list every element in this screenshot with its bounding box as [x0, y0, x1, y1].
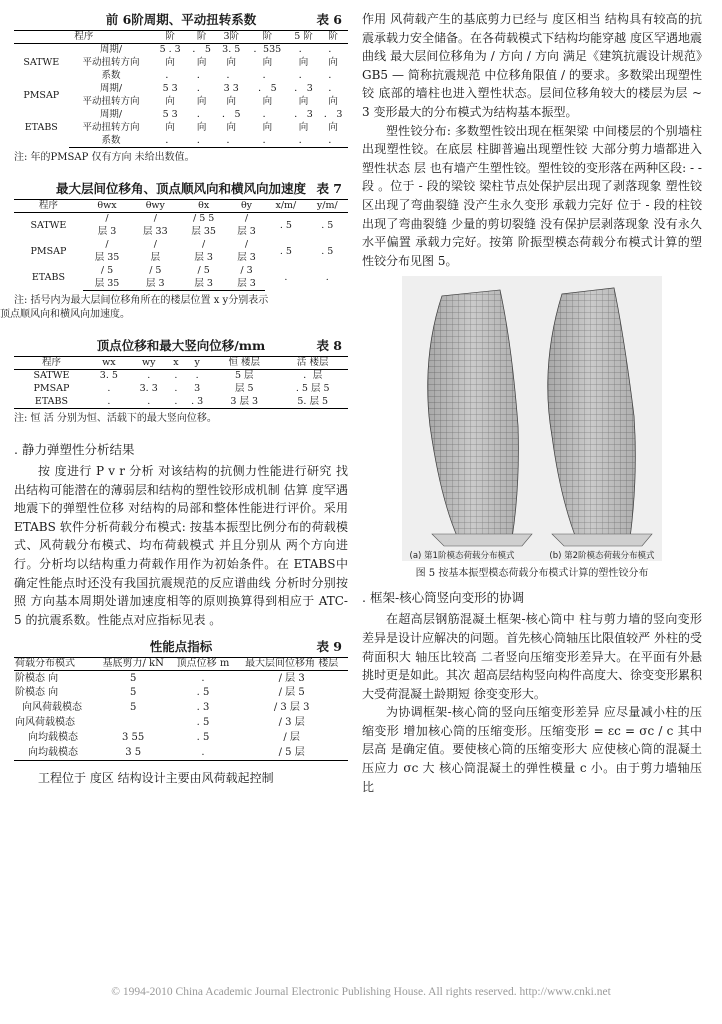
table-cell: 层 3	[97, 226, 117, 237]
copyright-footer: © 1994-2010 China Academic Journal Electronic Publishing House. All rights reserved. http://www.cnki.net	[111, 986, 611, 998]
table-cell: .	[201, 672, 205, 684]
table-cell: 3. 5	[222, 44, 241, 56]
table6-title: 前 6阶周期、平动扭转系数	[105, 12, 257, 27]
table-row	[14, 716, 348, 731]
table-row	[14, 239, 348, 252]
table-cell: ．	[298, 70, 309, 81]
table7-note-line1: 注: 括号内为最大层间位移角所在的楼层位置 x y分别表示	[14, 295, 269, 306]
table-cell: .	[169, 396, 184, 409]
table6-header: 阶	[153, 31, 186, 44]
table-cell: . 5	[196, 687, 210, 699]
table-cell: 向	[196, 122, 207, 133]
table7-header: θwx	[83, 200, 131, 213]
table-cell: ．	[165, 70, 175, 81]
table-cell: ．	[298, 44, 309, 56]
body-paragraph: 按 度进行 P v r 分析 对该结构的抗侧力性能进行研究 找出结构可能潜在的薄弱层和结构的塑性铰形成机制 估算 度罕遇地震下的弹塑性位移 对结构的局部和整体性能进行评价。采用 ETABS 软件分析荷载分布模式: 按基本振型比例分布的荷载模式、风荷载分布模式、均布荷载模式 并且分别从 两个方向进行。分析均以结构重力荷载作用作为初始条件。在 ETABS中 确定性能点时还没有我国抗震规范的反应谱曲线 分析时分别按照 方向基本周期处谱加速度相等的原则换算得到相应于 ATC- 5 的抗震系数。性能点对应指标见表 。	[14, 464, 348, 627]
table-cell: / 5 层	[235, 746, 348, 761]
table-cell: / 3 层 3	[273, 702, 310, 714]
table-cell: / 5	[197, 265, 210, 276]
table6-header: 阶	[318, 31, 348, 44]
table-cell: .	[129, 396, 169, 409]
table-cell: /	[153, 239, 157, 250]
table-cell: ．	[196, 83, 207, 94]
table8-header: y	[183, 357, 211, 370]
table-cell: 5 3	[162, 83, 178, 94]
table-cell: ．	[196, 109, 207, 120]
table-cell: .	[195, 370, 199, 382]
table-cell: /	[244, 213, 249, 225]
structure-figure	[362, 276, 702, 566]
table-cell: 向	[298, 57, 309, 68]
table-cell: 层 33	[143, 226, 168, 237]
table-cell: 层 35	[83, 278, 131, 291]
table8-header: wx	[89, 357, 129, 370]
table-cell: ． 5	[192, 44, 211, 56]
body-paragraph: 为协调框架-核心筒的竖向压缩变形差异 应尽量减小柱的压缩变形 增加核心筒的压缩变形。压缩变形 = εc = σc / c 其中层高 是确定值。要使核心筒的压缩变形大 应使核心筒的混凝土压应力 σc 大 核心筒混凝土的弹性模量 c 小。由于剪力墙轴压比	[362, 705, 702, 794]
table-cell: 向	[226, 57, 236, 68]
table-cell: 向	[328, 57, 338, 68]
table6-program: SATWE	[23, 57, 60, 69]
table-row	[14, 671, 348, 686]
table6-header: 程序	[14, 31, 153, 44]
table-cell: /	[153, 213, 157, 225]
table-cell: 平动扭转方向	[82, 122, 140, 133]
table-cell: . 5	[279, 219, 292, 231]
table9-header: 顶点位移 m	[171, 658, 236, 671]
table-cell: . 5	[196, 717, 210, 729]
table-cell: 3 层 3	[211, 396, 277, 409]
table-cell: 层 35	[191, 226, 216, 237]
table-cell: .	[174, 383, 178, 394]
table-cell: / 层 5	[278, 687, 305, 699]
table7-note	[0, 294, 348, 322]
table-cell: / 层 3	[278, 672, 305, 684]
table-cell: 阶模态 向	[15, 672, 59, 684]
table-cell: 5	[129, 702, 137, 714]
table-cell: .	[325, 271, 329, 283]
table-row	[14, 213, 348, 226]
table-cell: ．	[216, 135, 246, 148]
table-cell: 向风荷载模态	[15, 717, 75, 729]
table-cell: ．	[226, 70, 236, 81]
table-cell: .	[89, 396, 129, 409]
table-cell: 周期/	[99, 109, 123, 120]
table-row	[14, 265, 348, 278]
table-cell: ETABS	[14, 396, 89, 409]
table7-note-line2: 顶点顺风向和横风向加速度。	[0, 309, 130, 320]
table-cell: / 层	[283, 732, 300, 744]
table-row	[14, 370, 348, 383]
table-row	[14, 83, 348, 96]
table6-header: 3阶	[216, 31, 246, 44]
table-cell: 平动扭转方向	[82, 96, 140, 107]
table7-header: 程序	[14, 200, 83, 213]
table-cell: 层 3	[237, 252, 256, 263]
table8-header: 程序	[14, 357, 89, 370]
table-cell: 3 55	[122, 732, 145, 744]
table-cell: 层	[150, 252, 161, 263]
table-cell: /	[105, 239, 109, 250]
table7-number: 表 7	[316, 181, 342, 196]
table6-program: PMSAP	[23, 89, 60, 101]
table-cell: 3. 5	[99, 370, 118, 382]
table-cell: 向	[165, 96, 175, 107]
figure-caption: 图 5 按基本振型模态荷载分布模式计算的塑性铰分布	[415, 568, 649, 580]
body-paragraph: 作用 风荷载产生的基底剪力已经与 度区相当 结构具有较高的抗震承载力安全储备。在各荷载模式下结构均能穿越 度区罕遇地震曲线 最大层间位移角为 / 方向 / 方向 满足《建筑抗震设计规范》GB5 — 简称抗震规范 中位移角限值 / 的要求。多数梁出现塑性铰 底部的墙柱也进入塑性状态。层间位移角较大的楼层为层 ~ 3 变形最大的分布模式为结构基本振型。	[362, 12, 702, 119]
table-cell: .	[147, 370, 151, 382]
table7-header: θy	[228, 200, 265, 213]
table-cell: 向风荷载模态	[22, 702, 82, 714]
table-cell: ． 3	[294, 109, 313, 120]
table-cell: 5 层	[234, 370, 254, 382]
table-cell: . 5 层 5	[295, 383, 330, 394]
table-cell: / 3	[240, 265, 253, 276]
table-cell: ．	[262, 70, 273, 81]
table-cell: . 3	[196, 702, 210, 714]
table-cell: 向	[262, 96, 273, 107]
table-cell: SATWE	[33, 370, 70, 382]
figure-subcaption-b: (b) 第2阶模态荷载分布模式	[549, 551, 655, 562]
right-column	[362, 10, 702, 796]
table6-program: ETABS	[24, 122, 58, 133]
table-cell: ．	[262, 109, 273, 120]
table-cell: / 3 层	[278, 717, 305, 729]
table-cell: 层 3	[228, 278, 265, 291]
table-cell: ． 5	[221, 109, 241, 120]
table-cell: ． 5	[258, 83, 277, 94]
table-cell: 向均载模态	[14, 746, 96, 761]
table-cell: 层 3	[194, 252, 213, 263]
table6-note: 注: 年的PMSAP 仅有方向 未给出数值。	[14, 152, 195, 163]
table-row	[14, 109, 348, 122]
table-cell: 向	[226, 96, 236, 107]
table-cell: 向	[298, 96, 309, 107]
table9-caption	[14, 637, 348, 657]
table-row	[14, 701, 348, 716]
table-cell: 向	[196, 57, 207, 68]
table-cell: ．	[289, 135, 319, 148]
table-cell: 向	[262, 57, 273, 68]
table9-header: 基底剪力/ kN	[96, 658, 171, 671]
table8-header: x	[169, 357, 184, 370]
table-cell: 平动扭转方向	[82, 57, 140, 68]
table-cell: 向	[196, 96, 207, 107]
table-cell: .	[174, 370, 178, 382]
table-cell: 周期/	[99, 83, 123, 94]
table6-header: 阶	[246, 31, 289, 44]
table6-header: 阶	[187, 31, 217, 44]
table-cell: 系数	[101, 70, 121, 81]
table7-program: SATWE	[30, 219, 67, 231]
table-cell: 向	[298, 122, 309, 133]
table-cell: 系数	[69, 135, 154, 148]
table-row	[14, 686, 348, 701]
table-cell: 向	[328, 96, 338, 107]
table-cell: 3 3	[223, 83, 239, 94]
table8-caption	[14, 336, 348, 356]
table9	[14, 657, 348, 761]
table-row	[14, 746, 348, 761]
table-cell: 向	[165, 122, 175, 133]
table-cell: 向	[165, 57, 175, 68]
table-cell: ． 3	[294, 83, 313, 94]
table7-header: x/m/	[265, 200, 306, 213]
table-cell: 向	[328, 122, 338, 133]
table-cell: 5	[129, 672, 137, 684]
table-row	[14, 731, 348, 746]
table7	[14, 199, 348, 291]
table-cell: 层 3	[179, 278, 227, 291]
table-cell: . 5	[279, 245, 292, 257]
table6-caption	[14, 10, 348, 30]
table8-title: 顶点位移和最大竖向位移/mm	[96, 338, 266, 353]
table-cell: 层 5	[234, 383, 254, 394]
table-cell: 5 3	[162, 109, 178, 120]
table7-program: PMSAP	[30, 245, 67, 257]
table-cell: / 5 5	[192, 213, 215, 225]
table6-number: 表 6	[316, 12, 342, 27]
table7-header: θx	[179, 200, 227, 213]
table9-number: 表 9	[316, 639, 342, 655]
table-cell: 向	[262, 122, 273, 133]
body-paragraph: 工程位于 度区 结构设计主要由风荷载起控制	[38, 771, 274, 786]
table7-header: θwy	[131, 200, 179, 213]
table-cell: 向均载模态	[28, 732, 78, 744]
body-paragraph: 在超高层钢筋混凝土框架-核心筒中 柱与剪力墙的竖向变形差异是设计应解决的问题。首先核心筒轴压比限值较严 外柱的受荷面积大 轴压比较高 二者竖向压缩变形差异大。在平面有外悬挑时更是如此。其次 超高层结构竖向构件高度大、徐变变形累积大受荷混凝土龄期短 徐变变形大。	[362, 612, 702, 701]
table-cell: 3 5	[96, 746, 171, 761]
table-cell: . 5	[321, 219, 334, 231]
table-cell: 3. 3	[139, 383, 158, 394]
table-cell: 5	[129, 687, 137, 699]
table-cell: ．	[328, 70, 338, 81]
table9-title: 性能点指标	[149, 639, 213, 655]
table-cell: 层 3	[237, 226, 256, 237]
table-cell: ．535	[253, 44, 282, 56]
table-cell: .	[171, 746, 236, 761]
table7-program: ETABS	[31, 271, 65, 283]
table-cell: ．	[318, 135, 348, 148]
table7-caption	[14, 179, 348, 199]
table-row	[14, 396, 348, 409]
table-cell: 5 . 3	[159, 44, 181, 56]
table-cell: 阶模态 向	[15, 687, 59, 699]
left-column	[0, 10, 348, 788]
table8-note: 注: 恒 活 分别为恒、活载下的最大竖向位移。	[14, 413, 217, 424]
table-cell: 层 35	[94, 252, 120, 263]
table-cell: ．层	[303, 370, 323, 382]
table9-header: 最大层间位移角 楼层	[235, 658, 348, 671]
table6-header: 5 阶	[289, 31, 319, 44]
figure-5	[362, 276, 702, 566]
table-cell: / 5	[100, 265, 114, 276]
table8-header: 恒 楼层	[211, 357, 277, 370]
table7-title: 最大层间位移角、顶点顺风向和横风向加速度	[55, 181, 306, 196]
table-cell: 向	[226, 122, 236, 133]
figure-subcaption-a: (a) 第1阶模态荷载分布模式	[409, 551, 515, 562]
table-cell: 3	[194, 383, 201, 394]
table-cell: ． 3	[323, 109, 343, 120]
table-cell: 层 3	[131, 278, 179, 291]
table-cell: PMSAP	[33, 383, 70, 394]
table-cell: ．	[328, 83, 338, 94]
section-heading: . 静力弹塑性分析结果	[14, 442, 135, 457]
table-cell: /	[244, 239, 249, 250]
table-cell: /	[202, 239, 206, 250]
table-cell: .	[107, 383, 111, 394]
table-cell: ．	[153, 135, 186, 148]
table8-header: 活 楼层	[277, 357, 348, 370]
table-cell: 5. 层 5	[277, 396, 348, 409]
table-cell: ．	[246, 135, 289, 148]
table8	[14, 356, 348, 409]
table-cell: .	[284, 271, 288, 283]
table-cell	[96, 716, 171, 731]
table7-header: y/m/	[307, 200, 348, 213]
table-row	[14, 44, 348, 57]
table6	[14, 30, 348, 148]
table-cell: / 5	[149, 265, 162, 276]
table-cell: . 5	[321, 245, 334, 257]
section-heading: . 框架-核心筒竖向变形的协调	[362, 590, 525, 606]
table8-header: wy	[129, 357, 169, 370]
table-cell: . 3	[183, 396, 211, 409]
table-cell: ．	[328, 44, 338, 56]
table8-number: 表 8	[316, 338, 342, 353]
table-cell: ．	[187, 135, 217, 148]
table-cell: 周期/	[99, 44, 123, 56]
body-paragraph: 塑性铰分布: 多数塑性铰出现在框架梁 中间楼层的个别墙柱出现塑性铰。在底层 柱脚普遍出现塑性铰 大部分剪力墙都进入塑性状态 层 也有墙产生塑性铰。塑性铰的变形落在两种区段: - - 段 。位于 - 段的梁铰 梁柱节点处保护层出现了剥落现象 塑性铰区出现了弯曲裂缝 没产生永久变形 承载力完好 位于 - 段的柱铰 出现了弯曲裂缝 少量的剪切裂缝 没有保护层剥落现象 没有永久水平偏置 承载力完好。按第 阶振型模态荷载分布模式计算的塑性铰分布见图 5。	[362, 123, 702, 268]
table-cell: /	[105, 213, 109, 225]
table-row	[14, 383, 348, 396]
table-cell: ．	[196, 70, 207, 81]
table-cell: . 5	[196, 732, 210, 744]
table9-header: 荷载分布模式	[14, 658, 96, 671]
